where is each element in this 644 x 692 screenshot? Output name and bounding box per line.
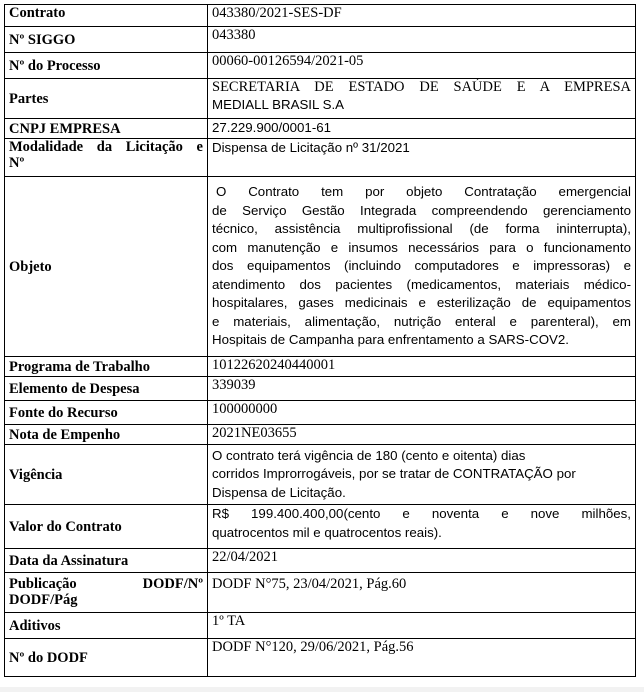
row-siggo <box>5 27 636 53</box>
label-fonte: Fonte do Recurso <box>5 401 208 425</box>
value-contrato: 043380/2021-SES-DF <box>208 5 636 27</box>
value-processo: 00060-00126594/2021-05 <box>208 53 636 79</box>
row-programa <box>5 357 636 377</box>
row-contrato <box>5 5 636 27</box>
contract-summary-table <box>4 4 636 677</box>
value-objeto <box>208 177 636 357</box>
modalidade-label-line-1: Modalidade da Licitação e <box>9 139 203 155</box>
row-dodf <box>5 639 636 677</box>
page-bottom-edge <box>0 687 644 692</box>
row-modalidade <box>5 139 636 177</box>
value-publicacao: DODF N°75, 23/04/2021, Pág.60 <box>208 573 636 613</box>
value-fonte: 100000000 <box>208 401 636 425</box>
objeto-line: hospitalares, gases medicinais e esterilização de equipamentos <box>212 295 631 311</box>
row-processo <box>5 53 636 79</box>
value-assinatura: 22/04/2021 <box>208 549 636 573</box>
label-valor: Valor do Contrato <box>5 505 208 549</box>
publicacao-label-right: DODF/Nº <box>142 576 203 592</box>
label-aditivos: Aditivos <box>5 613 208 639</box>
value-modalidade: Dispensa de Licitação nº 31/2021 <box>208 139 636 177</box>
publicacao-label-line-1 <box>9 576 203 592</box>
label-programa: Programa de Trabalho <box>5 357 208 377</box>
value-programa: 10122620240440001 <box>208 357 636 377</box>
value-empenho: 2021NE03655 <box>208 425 636 445</box>
label-processo: Nº do Processo <box>5 53 208 79</box>
row-aditivos <box>5 613 636 639</box>
label-dodf: Nº do DODF <box>5 639 208 677</box>
label-objeto: Objeto <box>5 177 208 357</box>
value-siggo: 043380 <box>208 27 636 53</box>
value-cnpj: 27.229.900/0001-61 <box>208 119 636 139</box>
objeto-line: dos equipamentos (incluindo computadores e impressoras) e <box>212 258 631 274</box>
modalidade-label-line-2: Nº <box>9 155 25 171</box>
value-valor <box>208 505 636 549</box>
value-vigencia <box>208 445 636 505</box>
publicacao-label-left: Publicação <box>9 576 77 592</box>
objeto-line: e materiais, alimentação, nutrição enteral e parenteral), em <box>212 313 631 329</box>
objeto-line: O Contrato tem por objeto Contratação emergencial <box>216 184 631 200</box>
vigencia-line-3: Dispensa de Licitação. <box>212 484 346 500</box>
partes-line-1: SECRETARIA DE ESTADO DE SAÚDE E A EMPRESA <box>212 79 631 95</box>
row-partes <box>5 79 636 119</box>
objeto-line: com manutenção e insumos necessários para o funcionamento <box>212 239 631 255</box>
valor-line-1: R$ 199.400.400,00(cento e noventa e nove milhões, <box>212 506 631 521</box>
label-elemento: Elemento de Despesa <box>5 377 208 401</box>
label-empenho: Nota de Empenho <box>5 425 208 445</box>
label-siggo: Nº SIGGO <box>5 27 208 53</box>
vigencia-line-2: corridos Improrrogáveis, por se tratar de CONTRATAÇÃO por <box>212 466 576 482</box>
row-objeto <box>5 177 636 357</box>
publicacao-label-line-2: DODF/Pág <box>9 592 78 608</box>
vigencia-line-1: O contrato terá vigência de 180 (cento e oitenta) dias <box>212 447 526 463</box>
value-partes <box>208 79 636 119</box>
row-cnpj <box>5 119 636 139</box>
objeto-last-line: Hospitais de Campanha para enfrentamento a SARS-COV2. <box>212 332 569 348</box>
objeto-line: atendimento dos pacientes (medicamentos, materiais médico- <box>212 276 631 292</box>
row-empenho <box>5 425 636 445</box>
label-cnpj: CNPJ EMPRESA <box>5 119 208 139</box>
value-dodf: DODF N°120, 29/06/2021, Pág.56 <box>208 639 636 677</box>
partes-line-2: MEDIALL BRASIL S.A <box>212 97 345 112</box>
valor-line-2: quatrocentos mil e quatrocentos reais). <box>212 524 442 540</box>
label-assinatura: Data da Assinatura <box>5 549 208 573</box>
objeto-line: técnico, assistência multiprofissional (de forma ininterrupta), <box>212 221 631 237</box>
row-assinatura <box>5 549 636 573</box>
objeto-line: de Serviço Gestão Integrada compreendendo gerenciamento <box>212 202 631 218</box>
row-fonte <box>5 401 636 425</box>
label-partes: Partes <box>5 79 208 119</box>
label-publicacao <box>5 573 208 613</box>
label-modalidade <box>5 139 208 177</box>
row-publicacao <box>5 573 636 613</box>
value-elemento: 339039 <box>208 377 636 401</box>
row-vigencia <box>5 445 636 505</box>
row-elemento <box>5 377 636 401</box>
label-contrato: Contrato <box>5 5 208 27</box>
row-valor <box>5 505 636 549</box>
value-aditivos: 1º TA <box>208 613 636 639</box>
label-vigencia: Vigência <box>5 445 208 505</box>
